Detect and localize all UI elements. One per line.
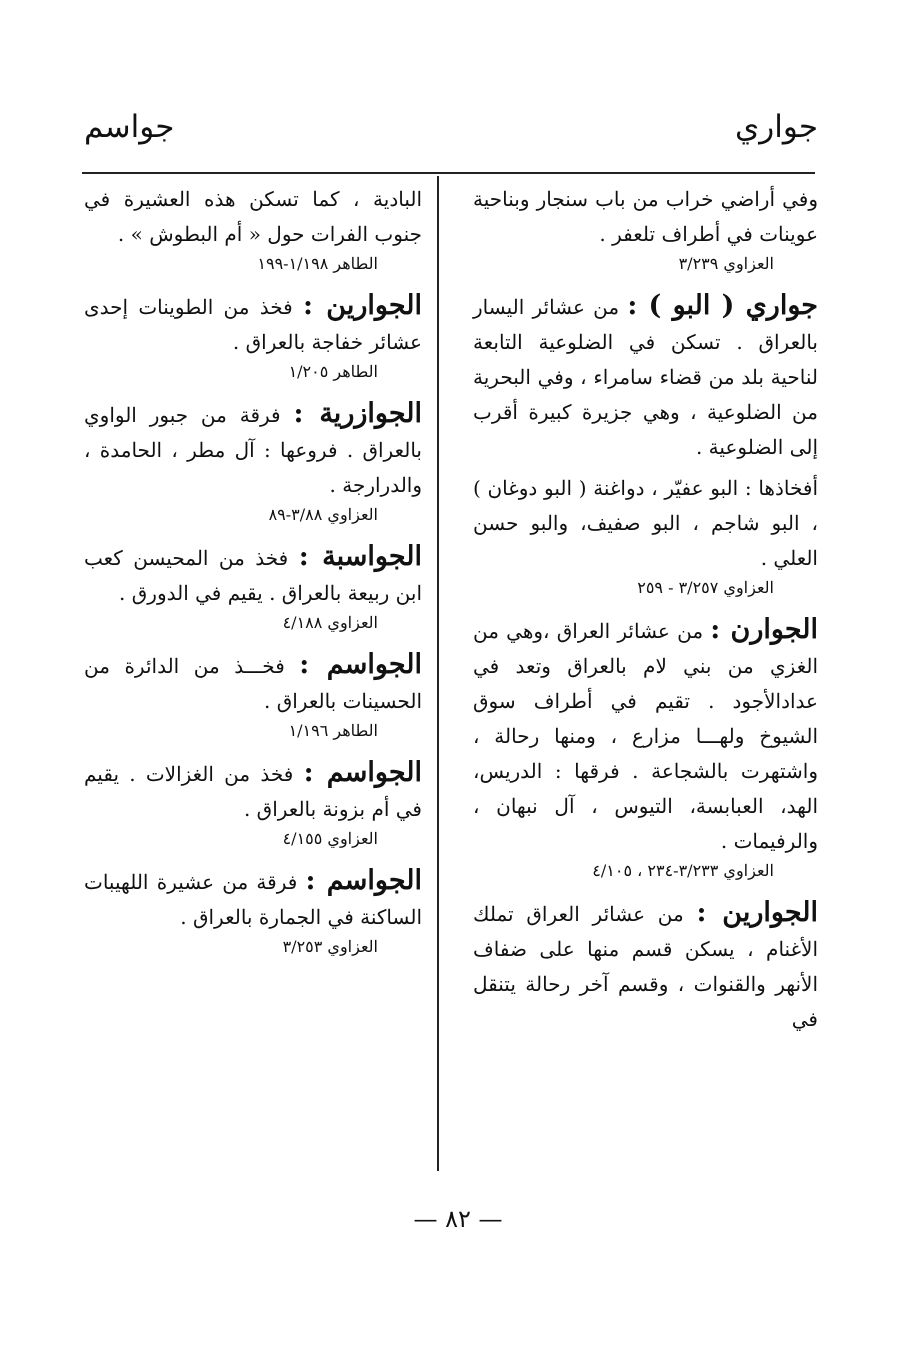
entry-text (84, 396, 422, 503)
entry (473, 288, 818, 600)
entry-body: من عشائر العراق تملك الأغنام ، يسكن قسم منها على ضفاف الأنهر والقنوات ، وقسم آخر رحالة يتنقل في (473, 902, 818, 1031)
entry-body: فرقة من عشيرة اللهيبات الساكنة في الجمارة بالعراق . (84, 870, 422, 929)
entry-headword: الجوارين : (303, 290, 422, 321)
entry (84, 288, 422, 384)
entry-body: فخـــذ من الدائرة من الحسينات بالعراق . (84, 654, 422, 713)
entry-reference: العزاوي ٣/٢٥٣ (282, 937, 378, 956)
entry-text (84, 288, 422, 360)
entry-text (84, 755, 422, 827)
entry-reference: الطاهر ١/٢٠٥ (288, 362, 378, 381)
entry (84, 182, 422, 276)
entry-headword: جواري ( البو ) : (627, 290, 818, 321)
entry-headword: الجوارن : (710, 614, 819, 645)
right-column (473, 182, 818, 1037)
left-column (84, 182, 422, 959)
entry-headword: الجواسم : (303, 757, 422, 788)
running-header-left: جواسم (84, 109, 175, 145)
entry (84, 755, 422, 851)
entry-headword: الجواسم : (299, 649, 422, 680)
entry-body: فخذ من الغزالات . يقيم في أم بزونة بالعراق . (84, 762, 422, 821)
entry-body: فخذ من المحيسن كعب ابن ربيعة بالعراق . يقيم في الدورق . (84, 546, 422, 605)
entry-reference: الطاهر ١/١٩٦ (288, 721, 378, 740)
entry-body: وفي أراضي خراب من باب سنجار وبناحية عوينات في أطراف تلعفر . (473, 187, 818, 246)
entry-body: البادية ، كما تسكن هذه العشيرة في جنوب الفرات حول « أم البطوش » . (84, 187, 422, 246)
entry-text (473, 288, 818, 465)
page-number: — ٨٢ — (413, 1205, 503, 1233)
entry (473, 182, 818, 276)
entry-headword: الجواسم : (305, 865, 422, 896)
entry-body: فرقة من جبور الواوي بالعراق . فروعها : آل مطر ، الحامدة ، والدرارجة . (84, 403, 422, 497)
entry-reference: العزاوي ٤/١٥٥ (282, 829, 378, 848)
entry-text (473, 182, 818, 252)
entry (473, 895, 818, 1037)
entry-text (473, 895, 818, 1037)
entry-headword: الجوارين : (696, 897, 819, 928)
entry (473, 612, 818, 883)
entry-body: فخذ من الطوينات إحدى عشائر خفاجة بالعراق . (84, 295, 422, 354)
entry (84, 396, 422, 527)
entry-reference: العزاوي ٤/١٨٨ (282, 613, 378, 632)
entry-text (473, 612, 818, 859)
entry-body: من عشائر العراق ،وهي من الغزي من بني لام بالعراق وتعد في عدادالأجود . تقيم في أطراف سوق الشيوخ ولهـــا مزارع ، ومنها رحالة ، واشتهرت بالشجاعة . فرقها : الدريس، الهد، العبابسة، التيوس ، آل نبهان ، والرفيمات . (473, 619, 818, 853)
entry-body: من عشائر اليسار بالعراق . تسكن في الضلوعية التابعة لناحية بلد من قضاء سامراء ، وفي البحرية من الضلوعية ، وهي جزيرة كبيرة أقرب إلى الضلوعية . (473, 295, 818, 459)
entry-headword: الجوازرية : (293, 398, 422, 429)
header-rule (82, 172, 815, 174)
entry-text (84, 182, 422, 252)
entry (84, 647, 422, 743)
entry-reference: العزاوي ٣/٢٣٩ (678, 254, 774, 273)
entry-headword: الجواسبة : (298, 541, 422, 572)
entry (84, 539, 422, 635)
entry-reference: العزاوي ٣/٢٣٣-٢٣٤ ، ٤/١٠٥ (592, 861, 774, 880)
entry-text (84, 863, 422, 935)
running-header-right: جواري (734, 109, 818, 145)
entry-subdivisions: أفخاذها : البو عفيّر ، دواغنة ( البو دوغان ) ، البو شاجم ، البو صفيف، والبو حسن العلي . (473, 476, 818, 570)
column-divider (437, 176, 439, 1171)
entry-text (84, 647, 422, 719)
entry-reference: الطاهر ١/١٩٨-١٩٩ (257, 254, 378, 273)
entry-reference: العزاوي ٣/٨٨-٨٩ (268, 505, 378, 524)
entry-text (84, 539, 422, 611)
entry-reference: العزاوي ٣/٢٥٧ - ٢٥٩ (637, 578, 774, 597)
entry (84, 863, 422, 959)
